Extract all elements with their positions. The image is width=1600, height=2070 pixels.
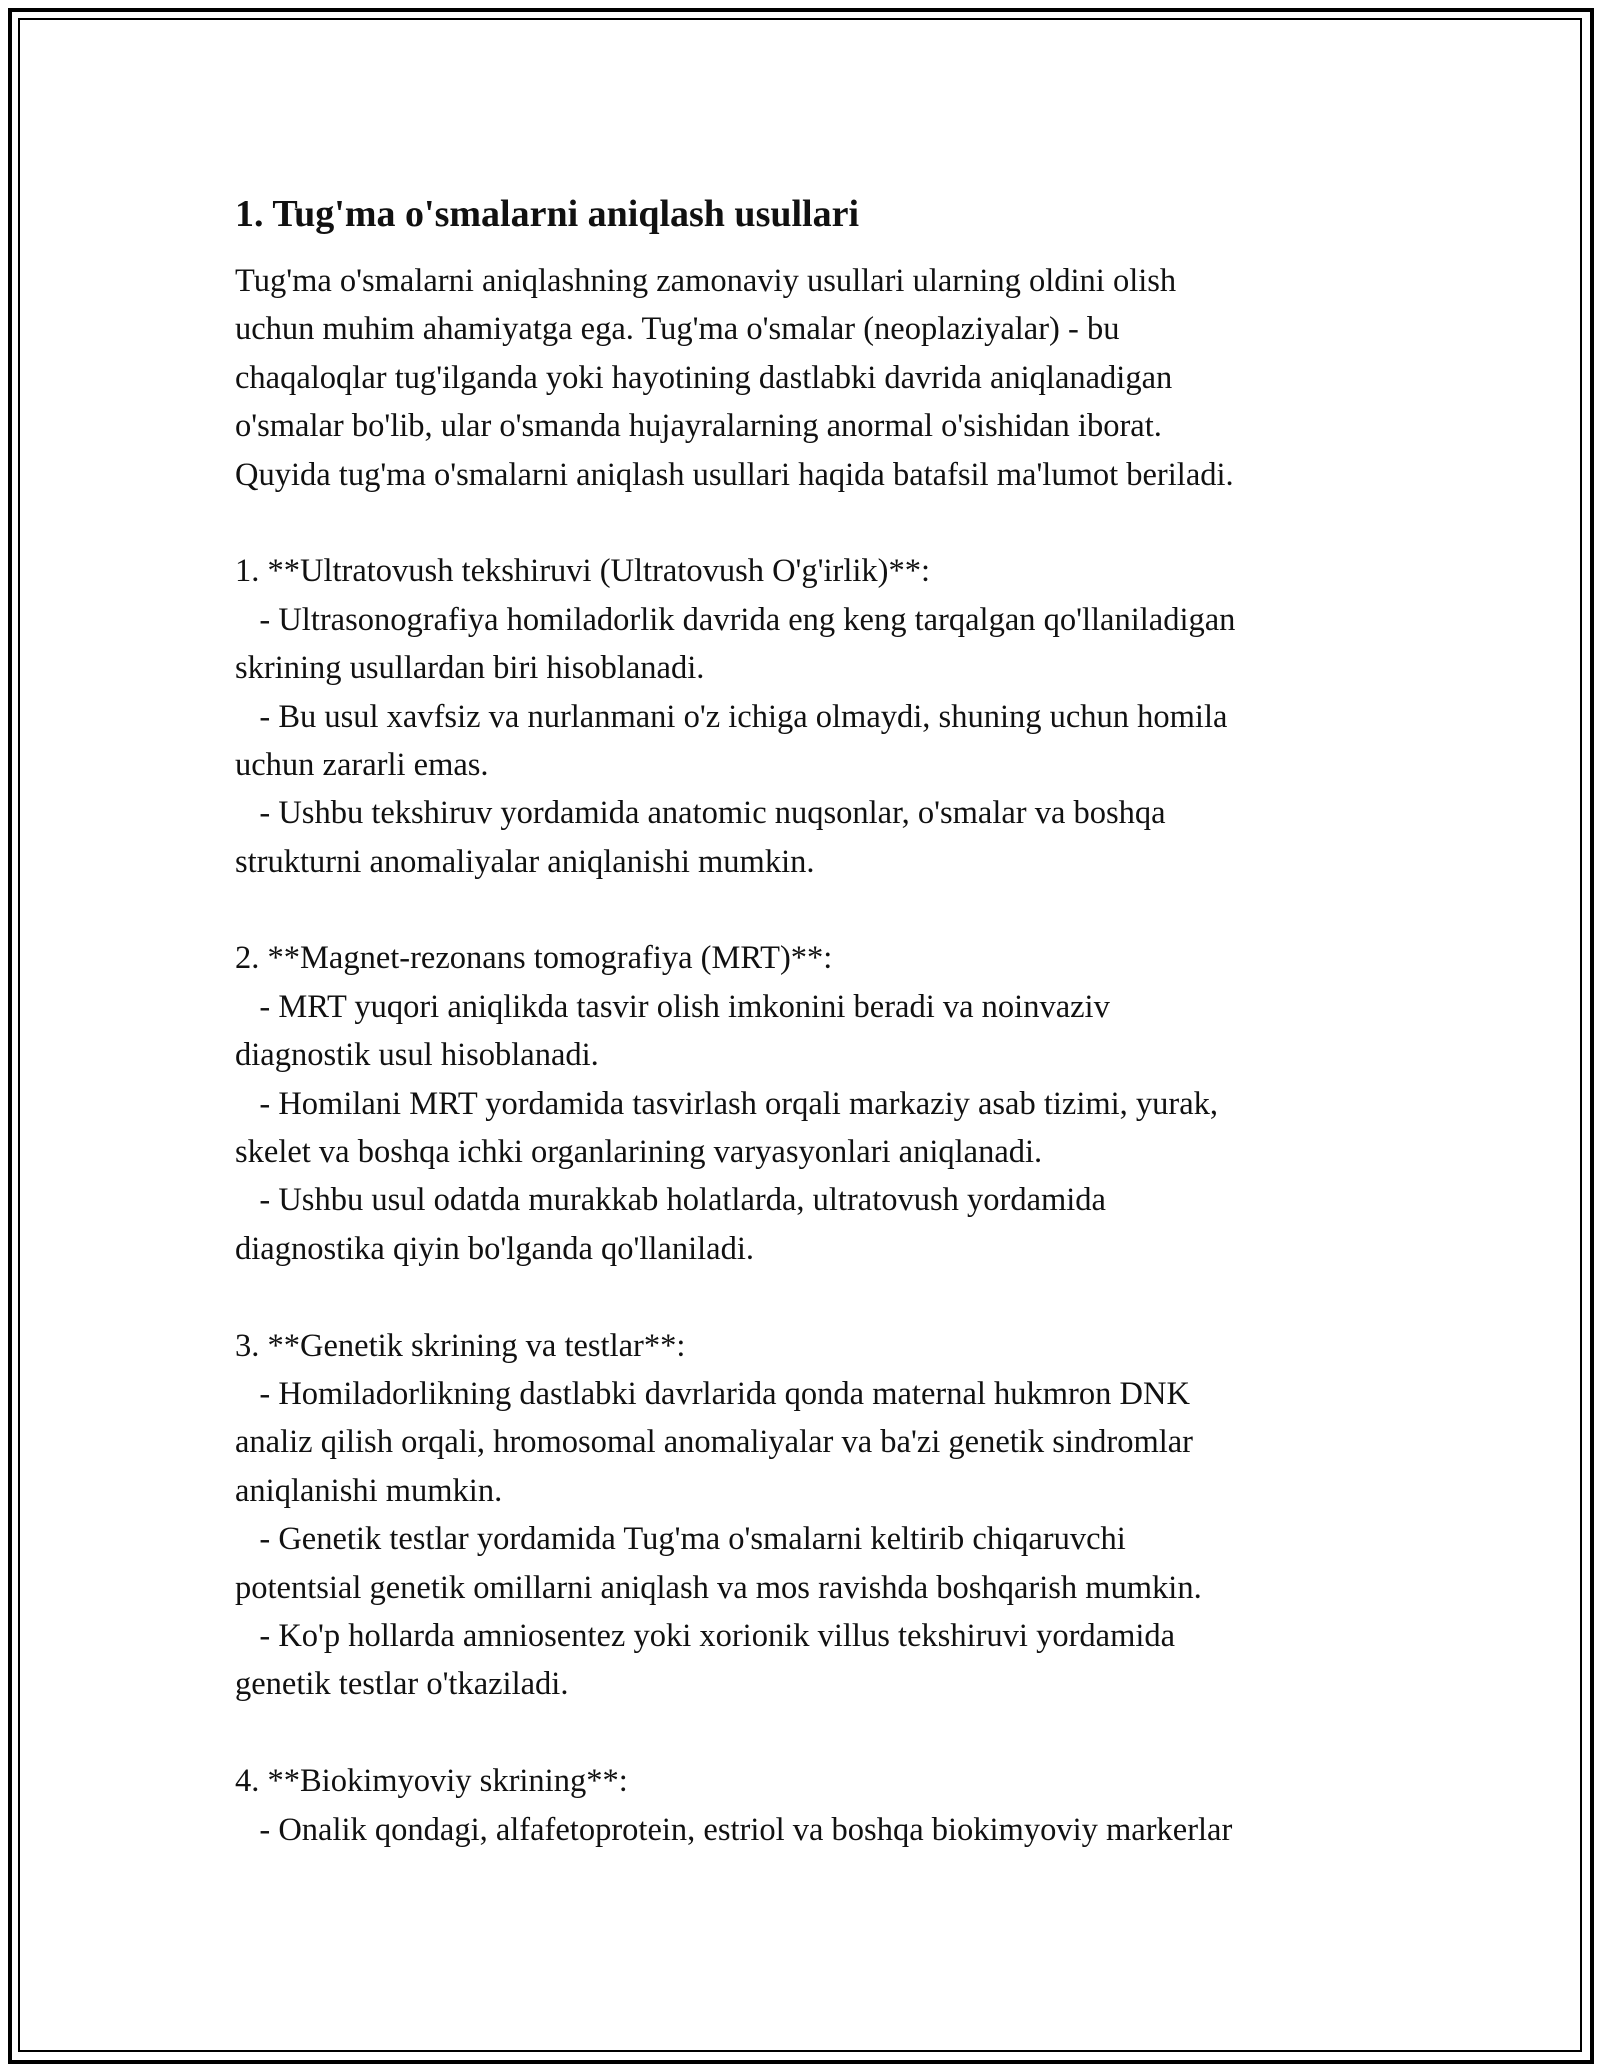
section-line: aniqlanishi mumkin. xyxy=(235,1472,503,1509)
section-title: 2. **Magnet-rezonans tomografiya (MRT)**: xyxy=(235,940,833,977)
section-title: 3. **Genetik skrining va testlar**: xyxy=(235,1327,686,1364)
section-line: - Bu usul xavfsiz va nurlanmani o'z ichiga olmaydi, shuning uchun homila xyxy=(235,698,1228,735)
section-title: 1. **Ultratovush tekshiruvi (Ultratovush O'g'irlik)**: xyxy=(235,553,931,590)
paragraph-gap xyxy=(235,499,1395,547)
intro-line: Tug'ma o'smalarni aniqlashning zamonaviy usullari ularning oldini olish xyxy=(235,263,1177,299)
section-line: - Homiladorlikning dastlabki davrlarida qonda maternal hukmron DNK xyxy=(235,1375,1190,1412)
section-ultrasound xyxy=(235,547,1395,886)
section-line: strukturni anomaliyalar aniqlanishi mumkin. xyxy=(235,843,815,880)
intro-line: uchun muhim ahamiyatga ega. Tug'ma o'smalar (neoplaziyalar) - bu xyxy=(235,311,1120,348)
section-mrt xyxy=(235,934,1395,1273)
section-line: diagnostika qiyin bo'lganda qo'llaniladi. xyxy=(235,1230,754,1267)
section-line: analiz qilish orqali, hromosomal anomaliyalar va ba'zi genetik sindromlar xyxy=(235,1424,1194,1461)
section-line: - Ushbu tekshiruv yordamida anatomic nuqsonlar, o'smalar va boshqa xyxy=(235,795,1166,832)
intro-line: o'smalar bo'lib, ular o'smanda hujayralarning anormal o'sishidan iborat. xyxy=(235,408,1162,445)
section-biochemical-screening xyxy=(235,1757,1395,1854)
section-line: - Ko'p hollarda amniosentez yoki xorionik villus tekshiruvi yordamida xyxy=(235,1617,1176,1654)
section-genetic-screening xyxy=(235,1322,1395,1709)
section-line: - Ultrasonografiya homiladorlik davrida eng keng tarqalgan qo'llaniladigan xyxy=(235,601,1236,638)
intro-paragraph xyxy=(235,257,1395,499)
section-line: - Onalik qondagi, alfafetoprotein, estriol va boshqa biokimyoviy markerlar xyxy=(235,1811,1233,1848)
section-line: - Homilani MRT yordamida tasvirlash orqali markaziy asab tizimi, yurak, xyxy=(235,1085,1219,1122)
section-line: uchun zararli emas. xyxy=(235,746,489,783)
section-line: skrining usullardan biri hisoblanadi. xyxy=(235,650,705,687)
section-line: - Ushbu usul odatda murakkab holatlarda, ultratovush yordamida xyxy=(235,1182,1106,1219)
section-line: diagnostik usul hisoblanadi. xyxy=(235,1037,599,1074)
section-title: 4. **Biokimyoviy skrining**: xyxy=(235,1763,628,1800)
paragraph-gap xyxy=(235,1273,1395,1321)
section-line: skelet va boshqa ichki organlarining varyasyonlari aniqlanadi. xyxy=(235,1134,1043,1171)
intro-line: Quyida tug'ma o'smalarni aniqlash usullari haqida batafsil ma'lumot beriladi. xyxy=(235,456,1234,493)
section-line: potentsial genetik omillarni aniqlash va mos ravishda boshqarish mumkin. xyxy=(235,1569,1202,1606)
section-line: - MRT yuqori aniqlikda tasvir olish imkonini beradi va noinvaziv xyxy=(235,988,1110,1025)
document-body xyxy=(235,185,1395,1854)
section-line: - Genetik testlar yordamida Tug'ma o'smalarni keltirib chiqaruvchi xyxy=(235,1521,1126,1558)
paragraph-gap xyxy=(235,886,1395,934)
intro-line: chaqaloqlar tug'ilganda yoki hayotining dastlabki davrida aniqlanadigan xyxy=(235,359,1173,396)
section-line: genetik testlar o'tkaziladi. xyxy=(235,1666,569,1703)
paragraph-gap xyxy=(235,1709,1395,1757)
document-heading: 1. Tug'ma o'smalarni aniqlash usullari xyxy=(235,193,860,235)
